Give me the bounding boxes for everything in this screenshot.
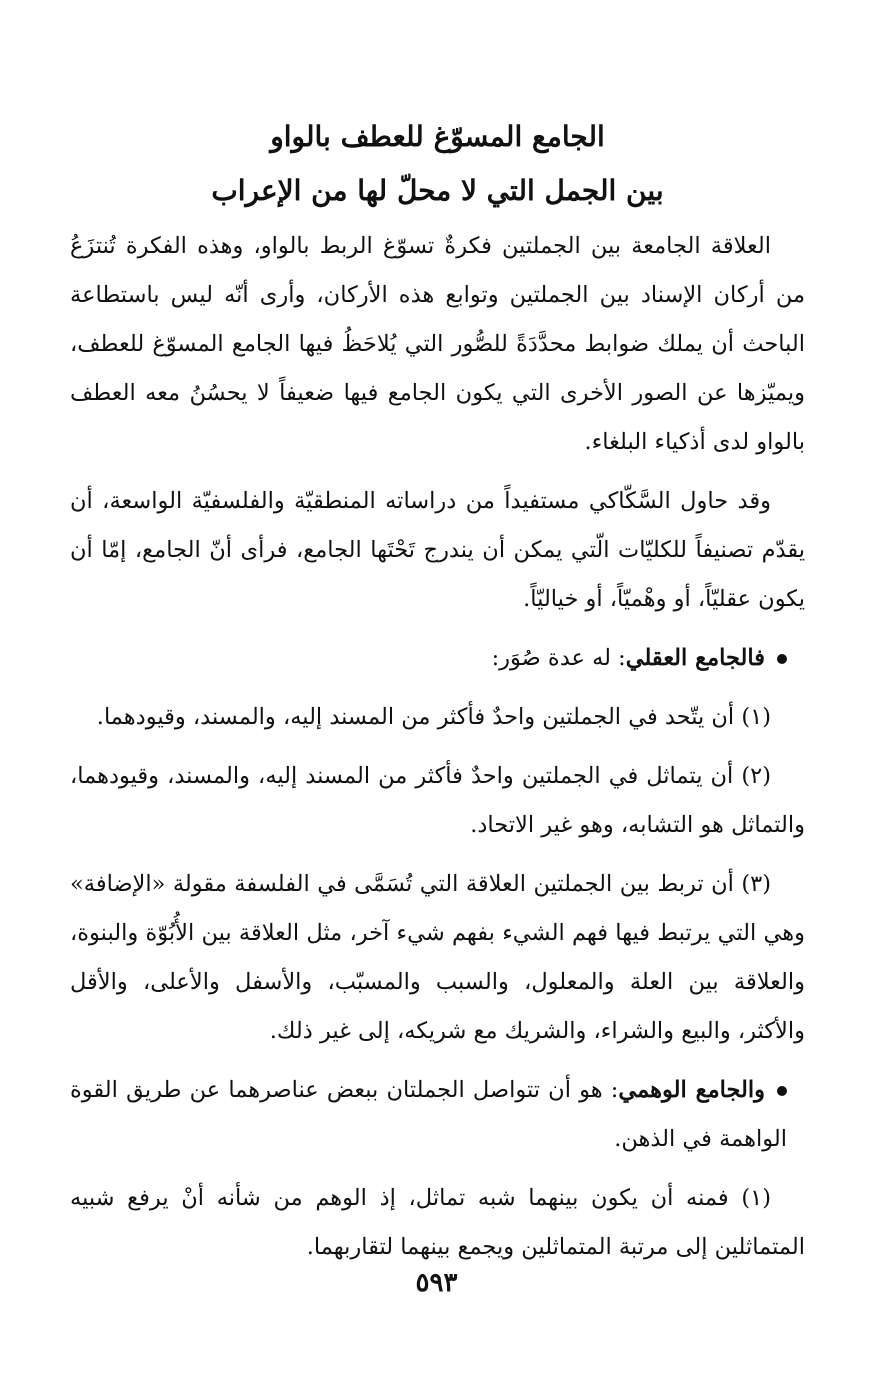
title-line-2: بين الجمل التي لا محلّ لها من الإعراب [211, 174, 664, 207]
aqli-item-3: (٣) أن تربط بين الجملتين العلاقة التي تُسَمَّى في الفلسفة مقولة «الإضافة» وهي التي يرتبط فيها فهم الشيء بفهم شيء آخر، مثل العلاقة بين الأُبُوّة والبنوة، والعلاقة بين العلة والمعلول، والسبب والمسبّب، والأسفل والأعلى، والأقل والأكثر، والبيع والشراء، والشريك مع شريكه، إلى غير ذلك. [70, 871, 805, 1044]
wahmi-label: والجامع الوهمي [618, 1077, 765, 1103]
sakkaki-paragraph: وقد حاول السَّكّاكي مستفيداً من دراساته المنطقيّة والفلسفيّة الواسعة، أن يقدّم تصنيفاً للكليّات الّتي يمكن أن يندرج تَحْتَها الجامع، فرأى أنّ الجامع، إمّا أن يكون عقليّاً، أو وهْميّاً، أو خياليّاً. [70, 488, 805, 612]
bullet-icon [777, 654, 787, 664]
intro-paragraph: العلاقة الجامعة بين الجملتين فكرةٌ تسوّغ الربط بالواو، وهذه الفكرة تُنتزَعُ من أركان الإسناد بين الجملتين وتوابع هذه الأركان، وأرى أنّه ليس باستطاعة الباحث أن يملك ضوابط محدَّدَةً للصُّور التي يُلاحَظُ فيها الجامع المسوّغ للعطف، ويميّزها عن الصور الأخرى التي يكون الجامع فيها ضعيفاً لا يحسُنُ معه العطف بالواو لدى أذكياء البلغاء. [70, 233, 805, 455]
aqli-heading [70, 634, 805, 683]
page-content [70, 110, 805, 1282]
bullet-icon [777, 1086, 787, 1096]
aqli-item-1: (١) أن يتّحد في الجملتين واحدٌ فأكثر من المسند إليه، والمسند، وقيودهما. [96, 704, 771, 730]
aqli-label: فالجامع العقلي [625, 645, 765, 671]
wahmi-item-1: (١) فمنه أن يكون بينهما شبه تماثل، إذ الوهم من شأنه أنْ يرفع شبيه المتماثلين إلى مرتبة المتماثلين ويجمع بينهما لتقاربهما. [70, 1185, 805, 1260]
aqli-item-2: (٢) أن يتماثل في الجملتين واحدٌ فأكثر من المسند إليه، والمسند، وقيودهما، والتماثل هو التشابه، وهو غير الاتحاد. [70, 763, 805, 838]
page-number: ٥٩٣ [415, 1268, 458, 1298]
aqli-text: : له عدة صُوَر: [491, 645, 626, 671]
title-line-1: الجامع المسوّغ للعطف بالواو [270, 120, 605, 153]
wahmi-heading [70, 1066, 805, 1164]
wahmi-text: : هو أن تتواصل الجملتان ببعض عناصرهما عن طريق القوة الواهمة في الذهن. [70, 1077, 787, 1152]
